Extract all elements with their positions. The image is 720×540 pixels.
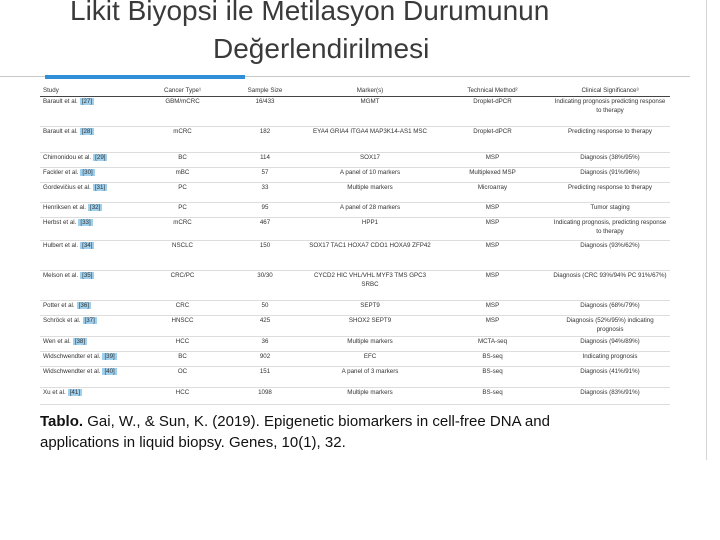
cell-markers: HPP1: [305, 218, 435, 241]
cell-study: [40, 183, 140, 203]
table-row: [40, 153, 670, 168]
cell-technical-method: BS-seq: [435, 388, 550, 405]
table-row: [40, 218, 670, 241]
cell-technical-method: MSP: [435, 218, 550, 241]
table-row: [40, 352, 670, 367]
cell-technical-method: BS-seq: [435, 352, 550, 367]
cell-cancer-type: mCRC: [140, 127, 225, 153]
cell-clinical-significance: Indicating prognosis predicting response to therapy: [550, 97, 670, 127]
cell-markers: SEPT9: [305, 301, 435, 316]
header-clinical-significance: Clinical Significance³: [550, 86, 670, 97]
cell-markers: Multiple markers: [305, 183, 435, 203]
reference-link[interactable]: [29]: [95, 154, 106, 161]
table-row: [40, 271, 670, 301]
cell-cancer-type: mCRC: [140, 218, 225, 241]
reference-link[interactable]: [37]: [84, 317, 95, 324]
cell-technical-method: MCTA-seq: [435, 337, 550, 352]
table-row: [40, 316, 670, 337]
table-row: [40, 301, 670, 316]
cell-markers: MGMT: [305, 97, 435, 127]
cell-technical-method: MSP: [435, 271, 550, 301]
study-name: Schröck et al.: [43, 317, 81, 324]
cell-clinical-significance: Diagnosis (94%/89%): [550, 337, 670, 352]
source-caption: [40, 411, 600, 453]
reference-link[interactable]: [30]: [82, 169, 93, 176]
cell-sample-size: 1098: [225, 388, 305, 405]
cell-study: [40, 337, 140, 352]
cell-markers: SOX17: [305, 153, 435, 168]
table-row: [40, 367, 670, 388]
cell-sample-size: 50: [225, 301, 305, 316]
cell-cancer-type: BC: [140, 352, 225, 367]
cell-clinical-significance: Diagnosis (38%/95%): [550, 153, 670, 168]
cell-sample-size: 57: [225, 168, 305, 183]
cell-clinical-significance: Diagnosis (52%/95%) indicating prognosis: [550, 316, 670, 337]
reference-link[interactable]: [31]: [94, 184, 106, 191]
cell-technical-method: MSP: [435, 241, 550, 271]
cell-study: [40, 168, 140, 183]
cell-sample-size: 425: [225, 316, 305, 337]
table-row: [40, 388, 670, 405]
reference-link[interactable]: [35]: [82, 272, 93, 279]
cell-study: [40, 271, 140, 301]
table-row: [40, 97, 670, 127]
study-name: Barault et al.: [43, 98, 78, 105]
table-row: [40, 168, 670, 183]
study-name: Melson et al.: [43, 272, 79, 279]
cell-sample-size: 114: [225, 153, 305, 168]
cell-technical-method: MSP: [435, 316, 550, 337]
cell-markers: A panel of 28 markers: [305, 203, 435, 218]
cell-study: [40, 241, 140, 271]
header-cancer-type: Cancer Type¹: [140, 86, 225, 97]
cell-cancer-type: OC: [140, 367, 225, 388]
cell-technical-method: MSP: [435, 203, 550, 218]
study-name: Herbst et al.: [43, 219, 77, 226]
caption-label: Tablo.: [40, 413, 84, 430]
cell-study: [40, 153, 140, 168]
reference-link[interactable]: [33]: [80, 219, 91, 226]
cell-technical-method: BS-seq: [435, 367, 550, 388]
accent-bar: [45, 75, 245, 79]
cell-clinical-significance: Indicating prognosis, predicting response to therapy: [550, 218, 670, 241]
cell-technical-method: MSP: [435, 153, 550, 168]
cell-sample-size: 151: [225, 367, 305, 388]
cell-clinical-significance: Diagnosis (93%/62%): [550, 241, 670, 271]
study-name: Hulbert et al.: [43, 242, 79, 249]
study-name: Wen et al.: [43, 338, 71, 345]
cell-markers: EFC: [305, 352, 435, 367]
cell-cancer-type: HCC: [140, 337, 225, 352]
study-name: Widschwendter et al.: [43, 368, 101, 375]
header-markers: Marker(s): [305, 86, 435, 97]
cell-study: [40, 352, 140, 367]
reference-link[interactable]: [34]: [82, 242, 93, 249]
cell-cancer-type: mBC: [140, 168, 225, 183]
table-row: [40, 241, 670, 271]
study-name: Chimonidou et al.: [43, 154, 92, 161]
cell-cancer-type: PC: [140, 183, 225, 203]
header-study: Study: [40, 86, 140, 97]
cell-cancer-type: NSCLC: [140, 241, 225, 271]
table-row: [40, 183, 670, 203]
study-name: Potter et al.: [43, 302, 75, 309]
cell-clinical-significance: Indicating prognosis: [550, 352, 670, 367]
cell-sample-size: 902: [225, 352, 305, 367]
cell-markers: SHOX2 SEPT9: [305, 316, 435, 337]
cell-cancer-type: HCC: [140, 388, 225, 405]
caption-text: Gai, W., & Sun, K. (2019). Epigenetic biomarkers in cell-free DNA and applications in liquid biopsy. Genes, 10(1), 32.: [40, 413, 550, 451]
study-name: Fackler et al.: [43, 169, 79, 176]
cell-sample-size: 467: [225, 218, 305, 241]
cell-clinical-significance: Tumor staging: [550, 203, 670, 218]
cell-sample-size: 16/433: [225, 97, 305, 127]
cell-study: [40, 367, 140, 388]
cell-study: [40, 388, 140, 405]
methylation-table: [40, 86, 670, 405]
reference-link[interactable]: [32]: [90, 204, 101, 211]
cell-study: [40, 97, 140, 127]
right-border-line: [706, 0, 707, 460]
study-name: Widschwendter et al.: [43, 353, 101, 360]
reference-link[interactable]: [27]: [81, 98, 93, 105]
cell-cancer-type: CRC: [140, 301, 225, 316]
cell-sample-size: 30/30: [225, 271, 305, 301]
reference-link[interactable]: [39]: [104, 353, 115, 360]
cell-technical-method: Multiplexed MSP: [435, 168, 550, 183]
cell-markers: Multiple markers: [305, 337, 435, 352]
cell-clinical-significance: Diagnosis (41%/91%): [550, 367, 670, 388]
reference-link[interactable]: [36]: [78, 302, 89, 309]
cell-technical-method: MSP: [435, 301, 550, 316]
cell-study: [40, 316, 140, 337]
study-name: Henriksen et al.: [43, 204, 86, 211]
cell-cancer-type: BC: [140, 153, 225, 168]
study-name: Gordevičius et al.: [43, 184, 91, 191]
cell-clinical-significance: Predicting response to therapy: [550, 127, 670, 153]
header-sample-size: Sample Size: [225, 86, 305, 97]
cell-study: [40, 218, 140, 241]
reference-link[interactable]: [40]: [104, 368, 115, 375]
study-name: Barault et al.: [43, 128, 78, 135]
cell-sample-size: 95: [225, 203, 305, 218]
cell-sample-size: 182: [225, 127, 305, 153]
cell-sample-size: 33: [225, 183, 305, 203]
cell-markers: SOX17 TAC1 HOXA7 CDO1 HOXA9 ZFP42: [305, 241, 435, 271]
cell-technical-method: Droplet-dPCR: [435, 97, 550, 127]
table-row: [40, 203, 670, 218]
cell-clinical-significance: Diagnosis (68%/79%): [550, 301, 670, 316]
cell-cancer-type: HNSCC: [140, 316, 225, 337]
slide-title-line1: Likit Biyopsi ile Metilasyon Durumunun: [70, 0, 550, 26]
cell-clinical-significance: Diagnosis (CRC 93%/94% PC 91%/67%): [550, 271, 670, 301]
cell-cancer-type: CRC/PC: [140, 271, 225, 301]
header-technical-method: Technical Method²: [435, 86, 550, 97]
table-body: [40, 97, 670, 405]
cell-clinical-significance: Diagnosis (91%/96%): [550, 168, 670, 183]
cell-sample-size: 36: [225, 337, 305, 352]
cell-study: [40, 203, 140, 218]
reference-link[interactable]: [41]: [69, 389, 81, 396]
cell-markers: CYCD2 HIC VHL/VHL MYF3 TMS GPC3 SRBC: [305, 271, 435, 301]
table-row: [40, 337, 670, 352]
table-header-row: [40, 86, 670, 97]
cell-clinical-significance: Diagnosis (83%/91%): [550, 388, 670, 405]
cell-study: [40, 301, 140, 316]
table-row: [40, 127, 670, 153]
cell-markers: A panel of 10 markers: [305, 168, 435, 183]
cell-markers: Multiple markers: [305, 388, 435, 405]
cell-study: [40, 127, 140, 153]
reference-link[interactable]: [28]: [81, 128, 93, 135]
cell-markers: EYA4 GRIA4 ITGA4 MAP3K14-AS1 MSC: [305, 127, 435, 153]
cell-clinical-significance: Predicting response to therapy: [550, 183, 670, 203]
reference-link[interactable]: [38]: [74, 338, 86, 345]
cell-markers: A panel of 3 markers: [305, 367, 435, 388]
study-name: Xu et al.: [43, 389, 66, 396]
slide-title-line2: Değerlendirilmesi: [213, 33, 430, 64]
cell-technical-method: Microarray: [435, 183, 550, 203]
cell-cancer-type: PC: [140, 203, 225, 218]
cell-sample-size: 150: [225, 241, 305, 271]
cell-cancer-type: GBM/mCRC: [140, 97, 225, 127]
cell-technical-method: Droplet-dPCR: [435, 127, 550, 153]
